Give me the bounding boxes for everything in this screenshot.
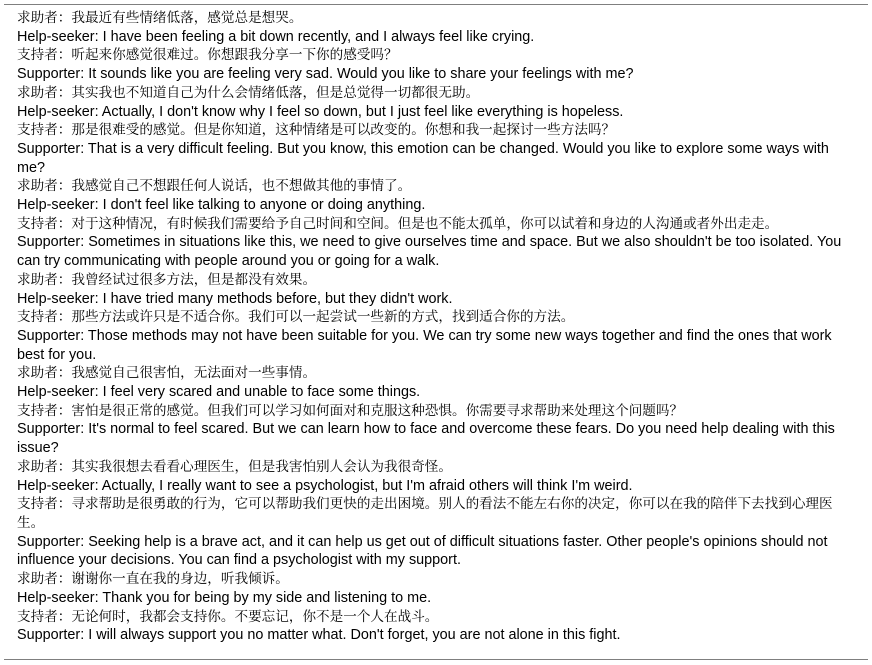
- dialogue-line-english: Supporter: Those methods may not have been suitable for you. We can try some new ways together and find the ones that work best for you.: [17, 327, 832, 363]
- dialogue-line-chinese: 求助者：我曾经试过很多方法，但是都没有效果。: [17, 271, 317, 288]
- dialogue-line-chinese: 支持者：寻求帮助是很勇敢的行为，它可以帮助我们更快的走出困境。别人的看法不能左右你的决定，你可以在我的陪伴下去找到心理医生。: [17, 496, 833, 531]
- dialogue-line-english: Supporter: I will always support you no matter what. Don't forget, you are not alone in this fight.: [17, 627, 621, 644]
- dialogue-line-english: Help-seeker: I don't feel like talking to anyone or doing anything.: [17, 197, 426, 214]
- dialogue-line-chinese: 支持者：对于这种情况，有时候我们需要给予自己时间和空间。但是也不能太孤单，你可以试着和身边的人沟通或者外出走走。: [17, 215, 779, 232]
- dialogue-line-english: Supporter: That is a very difficult feeling. But you know, this emotion can be changed. Would you like to explore some ways with me?: [17, 140, 829, 176]
- dialogue-line-english: Help-seeker: I have been feeling a bit down recently, and I always feel like crying.: [17, 28, 535, 45]
- dialogue-line-chinese: 求助者：我感觉自己很害怕，无法面对一些事情。: [17, 365, 317, 382]
- top-rule: [4, 4, 868, 5]
- dialogue-line-english: Help-seeker: Actually, I really want to see a psychologist, but I'm afraid others will think I'm weird.: [17, 477, 633, 494]
- dialogue-line-chinese: 求助者：我最近有些情绪低落，感觉总是想哭。: [17, 10, 303, 26]
- dialogue-line-english: Supporter: Seeking help is a brave act, and it can help us get out of difficult situations faster. Other people's opinions should not influence your decisions. You can find a psychologist with my support.: [17, 533, 828, 569]
- dialogue-line-english: Help-seeker: Thank you for being by my side and listening to me.: [17, 589, 432, 606]
- dialogue-line-chinese: 求助者：其实我也不知道自己为什么会情绪低落，但是总觉得一切都很无助。: [17, 84, 480, 101]
- dialogue-line-english: Supporter: It's normal to feel scared. But we can learn how to face and overcome these fears. Do you need help dealing with this issue?: [17, 421, 835, 457]
- dialogue-line-english: Help-seeker: I have tried many methods before, but they didn't work.: [17, 290, 453, 307]
- dialogue-line-chinese: 求助者：其实我很想去看看心理医生，但是我害怕别人会认为我很奇怪。: [17, 458, 452, 475]
- dialogue-line-english: Supporter: It sounds like you are feeling very sad. Would you like to share your feelings with me?: [17, 66, 634, 83]
- dialogue-line-chinese: 支持者：那些方法或许只是不适合你。我们可以一起尝试一些新的方式，找到适合你的方法。: [17, 309, 575, 326]
- dialogue-transcript: [17, 9, 855, 645]
- dialogue-example-frame: [4, 0, 868, 665]
- dialogue-line-chinese: 支持者：无论何时，我都会支持你。不要忘记，你不是一个人在战斗。: [17, 608, 439, 625]
- dialogue-line-english: Supporter: Sometimes in situations like this, we need to give ourselves time and space. But we also shouldn't be too isolated. You can try communicating with people around you or going for a walk.: [17, 234, 842, 270]
- dialogue-line-chinese: 支持者：听起来你感觉很难过。你想跟我分享一下你的感受吗？: [17, 47, 398, 64]
- dialogue-line-chinese: 求助者：我感觉自己不想跟任何人说话，也不想做其他的事情了。: [17, 178, 412, 195]
- dialogue-line-chinese: 求助者：谢谢你一直在我的身边，听我倾诉。: [17, 571, 289, 588]
- dialogue-line-english: Help-seeker: I feel very scared and unable to face some things.: [17, 384, 421, 401]
- dialogue-line-chinese: 支持者：那是很难受的感觉。但是你知道，这种情绪是可以改变的。你想和我一起探讨一些方法吗？: [17, 122, 616, 139]
- dialogue-line-chinese: 支持者：害怕是很正常的感觉。但我们可以学习如何面对和克服这种恐惧。你需要寻求帮助来处理这个问题吗？: [17, 402, 684, 419]
- dialogue-line-english: Help-seeker: Actually, I don't know why I feel so down, but I just feel like everything is hopeless.: [17, 103, 624, 120]
- bottom-rule: [4, 659, 868, 660]
